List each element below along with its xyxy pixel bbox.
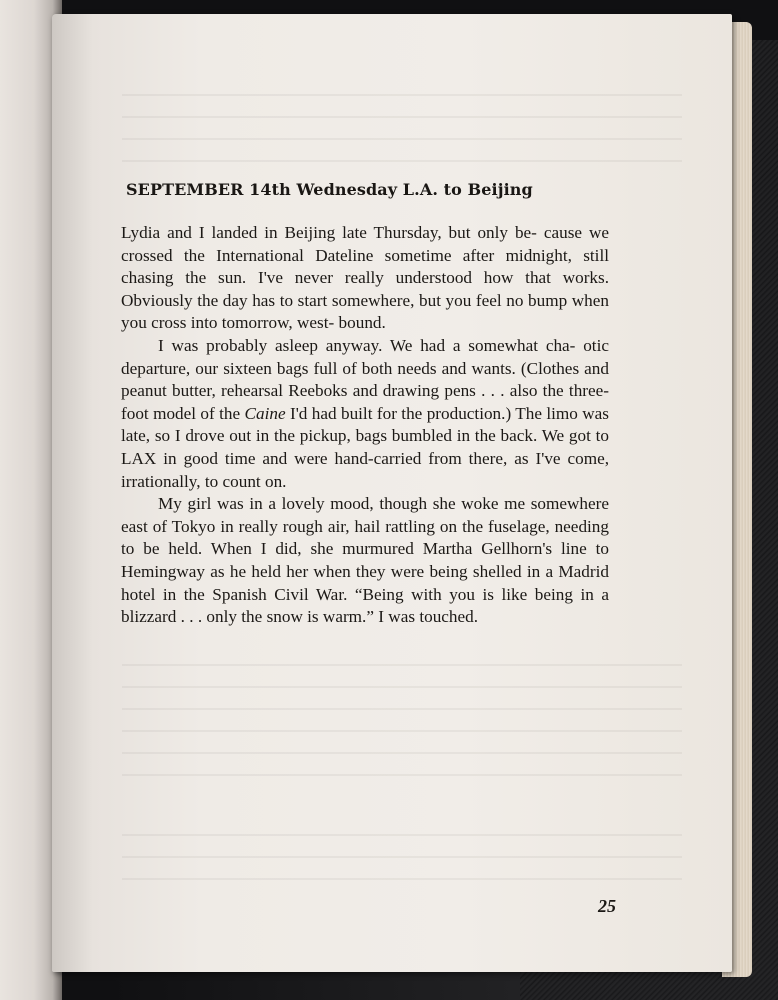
paragraph-2-text: I was probably asleep anyway. We had a somewhat cha- otic departure, our sixteen bags full of both needs and wants. (Clothes and peanut butter, rehearsal Reeboks and drawing pens . . . also the three-foot model of the [121, 335, 609, 423]
diary-entry-heading: SEPTEMBER 14th Wednesday L.A. to Beijing [126, 180, 533, 199]
show-through-texture [122, 94, 682, 174]
show-through-texture [122, 664, 682, 794]
paragraph-1 [121, 222, 609, 335]
paragraph-1-line: cause we crossed the International Dateline sometime after [121, 223, 609, 265]
paragraph-1-line: bound. [338, 313, 386, 333]
show-through-texture [122, 834, 682, 884]
paragraph-1-line: but you feel no bump when you cross into tomorrow, west- [121, 290, 610, 333]
page-number: 25 [598, 896, 616, 916]
paragraph-3: My girl was in a lovely mood, though she woke me somewhere east of Tokyo in really rough air, hail rattling on the fuselage, needing to be held. When I did, she murmured Martha Gellhorn's line to Hemingway as he held her when they were being shelled in a Madrid hotel in the Spanish Civil War. “Being with you is like being in a blizzard . . . only the snow is warm.” I was touched. [121, 494, 609, 627]
paragraph-1-line: midnight, still chasing the sun. I've never really understood [121, 245, 609, 288]
paragraph-2 [121, 335, 609, 493]
diary-entry-body [121, 222, 609, 629]
italic-ship-name: Caine [244, 403, 286, 423]
paragraph-1-line: Lydia and I landed in Beijing late Thursday, but only be- [121, 223, 537, 242]
paragraph-2-text: I'd had built for the production.) The limo was late, so I drove out in the pickup, bags bumbled in the back. We got to LAX in good time and were hand-carried from there, as I've come, irrationally, to count on. [121, 403, 609, 491]
paragraph-1-line: how that works. Obviously the day has to start somewhere, [121, 268, 610, 310]
